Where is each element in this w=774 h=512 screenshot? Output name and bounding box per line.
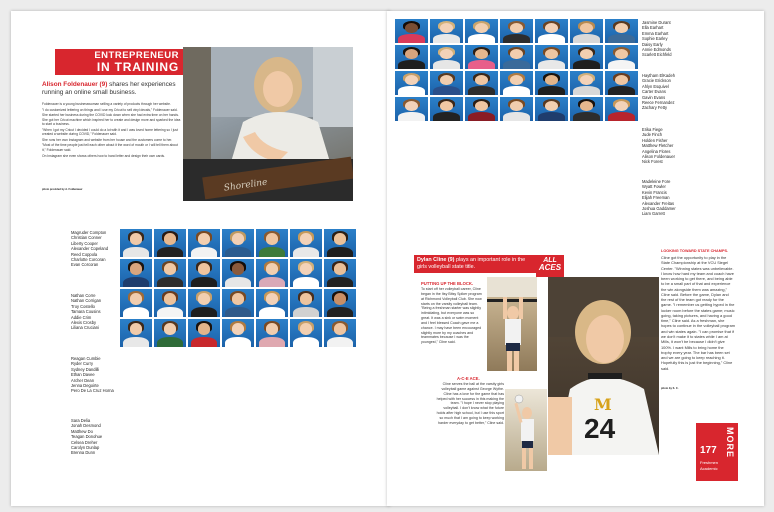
student-portrait [188,229,220,257]
feature-headline-name: Alison Foldenauer (9) [42,81,108,88]
portrait-shirt [293,337,320,347]
portrait-face [545,101,558,111]
student-portrait [465,97,498,121]
portrait-shirt [538,86,566,95]
student-name: Carter Evans [642,89,666,95]
student-portrait [154,289,186,317]
block-photo [487,277,537,371]
student-name: Nathan Corre [71,293,96,298]
student-portrait [465,45,498,69]
sports-photo-credit: photo by S. C. [661,387,679,390]
portrait-face [580,75,593,85]
portrait-face [198,233,211,245]
portrait-face [266,323,279,335]
student-portrait [188,289,220,317]
student-portrait [395,97,428,121]
student-portrait [535,71,568,95]
feature-photo [183,47,353,201]
student-portrait [290,289,322,317]
portrait-shirt [608,112,636,121]
portrait-face [130,293,143,305]
student-portrait [154,259,186,287]
student-name: Matthew Fletcher [642,143,674,149]
student-name: Annie Edmonds [642,46,671,52]
student-name: Alexander Copeland [71,246,109,252]
portrait-face [198,293,211,305]
name-list [642,127,712,165]
student-name: Alexander Freitas [642,200,675,206]
portrait-shirt [259,247,286,257]
portrait-face [164,323,177,335]
portrait-shirt [608,34,636,43]
serving-player-illustration [505,389,547,471]
student-name: Jasmine Durant [642,20,671,25]
block-caption-body: To start off her volleyball career, Cline began in the Itsy Bitsy Spiker program at Richmond Volleyball Club. She now starts on the varsity volleyball team. "Being a freshman starter was slightly intimidating, but everyone was so great. It was a sink or swim moment and I feel blessed Coach gave me a chance. I may have been encouraged slightly more by my coaches and teammates because I was the youngest," Cline said. [421,287,482,345]
portrait-shirt [157,307,184,317]
portrait-shirt [608,60,636,69]
portrait-face [334,233,347,245]
student-name: Reece Fernandez [642,99,675,105]
student-name: Erika Fiege [642,127,663,132]
portrait-shirt [191,277,218,287]
student-name: Archer Dean [71,377,94,383]
student-name: Sophie Earley [642,36,668,42]
feature-paragraph: Foldenauer is a young businesswoman selling a variety of products through her website. [42,102,171,106]
portrait-face [615,75,628,85]
portrait-shirt [123,307,150,317]
portrait-face [475,75,488,85]
portrait-shirt [191,247,218,257]
student-portrait [605,71,638,95]
portrait-shirt [503,60,531,69]
jersey-letter: M [594,395,612,414]
student-name: Kevin Francis [642,189,667,195]
portrait-shirt [398,34,426,43]
portrait-face [440,23,453,33]
portrait-shirt [398,112,426,121]
portrait-face [440,101,453,111]
student-name: Addie Crim [71,314,92,320]
portrait-face [232,233,245,245]
portrait-face [300,293,313,305]
portrait-shirt [538,60,566,69]
portrait-face [266,293,279,305]
student-portrait [324,259,356,287]
portrait-grid [395,19,638,225]
name-list [642,73,712,111]
portrait-face [130,323,143,335]
student-name: Alexis Crosby [71,319,97,325]
student-name: Troy Costello [71,303,95,309]
student-portrait [290,319,322,347]
portrait-face [164,233,177,245]
portrait-face [615,101,628,111]
portrait-face [198,323,211,335]
student-name: Carolyn Dunlap [71,444,100,450]
student-portrait [154,319,186,347]
student-name: Nick Forest [642,159,663,165]
portrait-shirt [538,112,566,121]
portrait-face [334,293,347,305]
jersey-number: 24 [584,413,616,444]
portrait-face [300,233,313,245]
student-name: Ethan Davee [71,372,95,378]
ace-caption-label: A-C-E ACE. [457,376,480,381]
feature-body [42,102,182,159]
lettering-scene-illustration [183,47,353,201]
student-portrait [430,19,463,43]
portrait-face [615,23,628,33]
student-name: Christian Conner [71,235,102,241]
student-portrait [500,71,533,95]
student-name: Liberty Cooper [71,240,98,246]
feature-paragraph: She runs her own Instagram and website from her house and the customers come to her. [42,137,173,142]
student-portrait [324,229,356,257]
feature-title-line2: IN TRAINING [96,59,179,74]
portrait-shirt [293,247,320,257]
portrait-face [405,75,418,85]
student-portrait [570,71,603,95]
student-name: Sara Delia [71,418,91,423]
right-page [387,11,764,506]
student-portrait [188,319,220,347]
portrait-shirt [503,86,531,95]
portrait-face [164,293,177,305]
portrait-face [232,293,245,305]
portrait-face [405,23,418,33]
feature-paragraph: On Instagram she even shows others how to hand letter and design their own cards. [42,153,165,158]
portrait-shirt [573,34,601,43]
portrait-face [510,23,523,33]
feature-headline-rest: shares her experiences running an online small business. [42,81,176,96]
portrait-shirt [157,247,184,257]
state-caption-label: LOOKING TOWARD STATE CHAMPS. [661,249,729,253]
portrait-face [475,49,488,59]
portrait-face [580,23,593,33]
student-portrait [256,229,288,257]
student-portrait [535,19,568,43]
student-name: Matthew Do [71,428,93,434]
portrait-shirt [225,307,252,317]
portrait-face [545,49,558,59]
student-portrait [570,45,603,69]
portrait-shirt [327,307,354,317]
student-portrait [324,289,356,317]
student-portrait [430,45,463,69]
student-portrait [500,97,533,121]
student-name: Alison Foldenauer [642,153,675,159]
student-name: Elijah Freeman [642,195,670,201]
student-portrait [430,97,463,121]
name-list [642,179,712,217]
portrait-shirt [468,60,496,69]
portrait-face [300,323,313,335]
portrait-face [266,233,279,245]
student-name: Reagan Cumbie [71,356,101,361]
student-portrait [324,319,356,347]
student-portrait [256,289,288,317]
student-name: Reed Coppola [71,251,98,257]
sports-headline-rest: plays an important role in the girls volleyball state title. [417,257,526,270]
portrait-shirt [433,86,461,95]
student-portrait [605,19,638,43]
portrait-shirt [503,34,531,43]
student-portrait [465,19,498,43]
student-portrait [222,229,254,257]
portrait-face [232,323,245,335]
student-name: Jude Finch [642,132,663,138]
portrait-shirt [468,34,496,43]
student-portrait [605,97,638,121]
portrait-face [475,23,488,33]
portrait-face [545,23,558,33]
student-name: Zachary Fetty [642,105,668,111]
student-name: Evan Corcoran [71,262,99,268]
student-portrait [535,45,568,69]
student-portrait [290,229,322,257]
student-portrait [605,45,638,69]
feature-photo-credit: photo provided by A. Foldenauer [42,188,83,191]
feature-paragraph: "I do customized lettering on things and I use my Cricut to sell vinyl decals," Foldenauer said. [42,107,178,112]
portrait-shirt [225,277,252,287]
student-name: Liliana Cruciani [71,325,99,331]
student-name: Pero De La Cruz Horna [71,388,114,394]
portrait-shirt [123,247,150,257]
student-portrait [500,19,533,43]
blocking-player-illustration [487,277,537,371]
portrait-shirt [573,60,601,69]
sports-title-line2: ACES [538,263,562,272]
feature-paragraph: "When I got my Cricut I decided I could do a lot with it and I was loved home lettering so I just created a website during COVID," Foldenauer said. [42,127,178,137]
sports-headline-name: Dylan Cline (9) [417,257,455,263]
student-portrait [570,97,603,121]
student-portrait [500,45,533,69]
portrait-shirt [503,112,531,121]
student-name: Emma Earhart [642,30,669,36]
portrait-shirt [327,247,354,257]
portrait-face [334,263,347,275]
name-list [642,20,712,58]
portrait-shirt [573,86,601,95]
student-name: Magruder Compton [71,230,107,235]
portrait-face [266,263,279,275]
sports-title [536,255,564,277]
student-portrait [120,229,152,257]
student-portrait [222,289,254,317]
student-name: Liam Garrett [642,211,665,217]
portrait-face [510,75,523,85]
portrait-face [545,75,558,85]
student-portrait [430,71,463,95]
student-name: Jonah Desmond [71,423,101,429]
portrait-shirt [398,86,426,95]
student-name: Teagan Donohue [71,434,103,440]
portrait-shirt [433,60,461,69]
portrait-shirt [538,34,566,43]
portrait-face [475,101,488,111]
student-name: Sydney Dandilli [71,366,100,372]
student-portrait [154,229,186,257]
student-portrait [222,259,254,287]
state-caption-body: Cline got the opportunity to play in the State Championship at the VCU Siegel Center. "Winning states was unbelievable. I know how hard my team and coach have been working to get there, and being able to be a small part of that and experience the win alongside them was amazing," Cline said. Before the game, Dylan and the rest of the team got ready for the game. "I remember us getting hyped in the locker room before the states game; music going, taking pictures, and having a good time," Cline said. As a freshman, she hopes to continue in the volleyball program and win states again. "I can promise that if we don't make it to states while I am at Mills, it won't be because I didn't give 100%. I want Mills to bring home the trophy every year. The bar has been set and we are going to keep reaching it. Hopefully this is just the beginning," Cline said. [661,255,735,371]
student-portrait [395,71,428,95]
student-name: Brenna Dunn [71,450,96,456]
portrait-shirt [191,337,218,347]
portrait-face [198,263,211,275]
portrait-shirt [293,307,320,317]
portrait-face [580,101,593,111]
ace-caption-body: Cline serves the ball at the varsity girls volleyball game against George Wythe. Cline has a love for the game that has helped with her success in this making the team. "I hope I never stop playing volleyball. I don't know what the future holds after high school, but I use this sport so much that I am going to keep working harder everyday to get better," Cline said. [436,382,504,425]
folio-label-1: Freshmen [700,460,719,465]
portrait-face [232,263,245,275]
portrait-face [334,323,347,335]
student-portrait [465,71,498,95]
portrait-shirt [468,112,496,121]
portrait-shirt [225,337,252,347]
student-name: Madeleine Fore [642,179,671,184]
student-name: Scarlett Eichfeld [642,52,672,58]
folio-label-2: Academic [700,466,718,471]
student-name: Daisy Early [642,41,663,47]
student-name: Celsea Dreher [71,439,98,445]
portrait-face [300,263,313,275]
folio-block [696,423,738,481]
cline-main-photo [548,277,659,455]
student-portrait [222,319,254,347]
folio-section-word: MORE [725,427,735,458]
student-portrait [256,259,288,287]
student-portrait [120,259,152,287]
serve-photo [505,389,547,471]
portrait-shirt [259,337,286,347]
sports-headline [414,255,536,273]
portrait-face [130,263,143,275]
student-portrait [570,19,603,43]
feature-paragraph: She started her business during the COVID lock down when she had extra time on her hands. She got her Cricut machine which inspired her to create and design more and sparked the idea to start a business. [42,113,181,127]
portrait-shirt [123,337,150,347]
portrait-face [440,49,453,59]
portrait-shirt [157,277,184,287]
portrait-face [615,49,628,59]
portrait-shirt [573,112,601,121]
portrait-face [130,233,143,245]
portrait-shirt [327,337,354,347]
portrait-shirt [468,86,496,95]
portrait-shirt [293,277,320,287]
student-portrait [290,259,322,287]
student-name: Holden Fisher [642,137,668,143]
folio-page-number: 177 [700,445,717,456]
portrait-shirt [433,112,461,121]
portrait-shirt [327,277,354,287]
portrait-shirt [433,34,461,43]
portrait-grid [120,229,356,467]
student-name: Haytham ElKadeh [642,73,675,78]
portrait-shirt [225,247,252,257]
portrait-shirt [123,277,150,287]
portrait-face [440,75,453,85]
student-name: Jenna Degoirte [71,382,99,388]
student-name: Tamara Cousins [71,309,101,315]
student-portrait [120,319,152,347]
student-name: Ahlyn Esquivel [642,83,669,89]
portrait-shirt [191,307,218,317]
student-name: Gracie Erickson [642,78,671,84]
student-portrait [120,289,152,317]
student-name: Nathan Corrigan [71,298,102,304]
feature-title [55,49,183,75]
portrait-shirt [398,60,426,69]
svg-text:Shoreline: Shoreline [223,177,269,194]
student-portrait [395,19,428,43]
sports-title-line1: ALL [543,257,557,264]
portrait-face [510,49,523,59]
portrait-face [580,49,593,59]
student-name: Angelina Flores [642,148,671,154]
student-name: Wyatt Fowler [642,184,666,190]
student-name: Ella Earhart [642,25,664,31]
portrait-face [405,101,418,111]
student-portrait [395,45,428,69]
portrait-face [510,101,523,111]
left-page [11,11,390,506]
student-portrait [188,259,220,287]
student-portrait [535,97,568,121]
feature-title-line1: ENTREPRENEUR [94,50,179,61]
block-caption-label: PUTTING UP THE BLOCK. [421,281,474,286]
student-name: Joshua Gaddamer [642,205,676,211]
student-portrait [256,319,288,347]
feature-headline [42,81,182,97]
student-name: Gavin Evans [642,94,666,100]
portrait-shirt [608,86,636,95]
portrait-shirt [259,307,286,317]
portrait-shirt [157,337,184,347]
portrait-shirt [259,277,286,287]
portrait-face [405,49,418,59]
student-name: Ryder Curry [71,361,94,367]
student-name: Charlotte Corcoran [71,256,106,262]
feature-paragraph: "Most of the time people just tell each other about it the word of mouth or I will tell them about it," Foldenauer said. [42,143,178,152]
portrait-face [164,263,177,275]
